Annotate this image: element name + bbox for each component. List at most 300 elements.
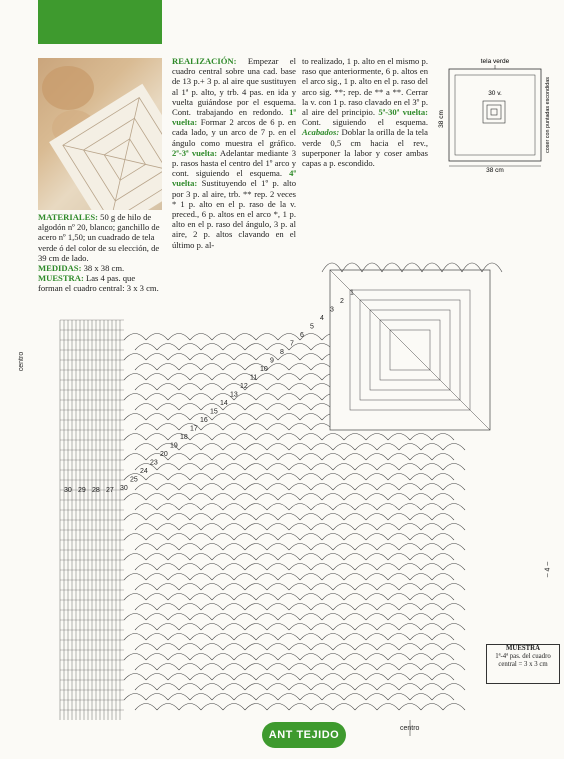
chain-arc — [146, 594, 168, 601]
chain-arc — [201, 524, 223, 531]
chain-arc — [366, 634, 388, 641]
chain-arc — [212, 674, 234, 681]
chain-arc — [289, 444, 311, 451]
chain-arc — [146, 434, 168, 441]
chain-arc — [322, 614, 344, 621]
chain-arc — [146, 514, 168, 521]
chain-arc — [157, 424, 179, 431]
chain-arc — [443, 544, 465, 551]
chain-arc — [366, 574, 388, 581]
chain-arc — [179, 644, 201, 651]
chain-arc — [256, 634, 278, 641]
chain-arc — [234, 494, 256, 501]
chain-arc — [289, 684, 311, 691]
chain-arc — [377, 664, 399, 671]
chain-arc — [201, 584, 223, 591]
muestra-box-line1: 1ª-4ª pas. del cuadro — [495, 653, 551, 660]
chain-arc — [245, 344, 267, 351]
chain-arc — [146, 374, 168, 381]
chain-arc — [421, 604, 443, 611]
chain-arc — [146, 394, 168, 401]
chain-arc — [168, 654, 190, 661]
chain-arc — [322, 514, 344, 521]
chain-arc — [355, 564, 377, 571]
chain-arc — [256, 514, 278, 521]
chain-arc — [421, 504, 443, 511]
chain-arc — [146, 674, 168, 681]
chain-arc — [300, 674, 322, 681]
chain-arc — [399, 564, 421, 571]
chain-arc — [157, 404, 179, 411]
chain-arc — [333, 544, 355, 551]
chain-arc — [234, 434, 256, 441]
chain-arc — [234, 674, 256, 681]
chain-arc — [421, 464, 443, 471]
chain-arc — [135, 364, 157, 371]
chain-arc — [432, 474, 454, 481]
chain-arc — [410, 594, 432, 601]
chain-arc — [223, 704, 245, 711]
chain-arc — [234, 614, 256, 621]
chain-arc — [179, 524, 201, 531]
chain-arc — [179, 664, 201, 671]
chain-arc — [399, 484, 421, 491]
chain-arc — [377, 684, 399, 691]
chain-arc — [399, 444, 421, 451]
chain-arc — [179, 344, 201, 351]
chain-arc — [179, 364, 201, 371]
chain-arc — [377, 544, 399, 551]
chain-arc — [190, 694, 212, 701]
chain-arc — [333, 684, 355, 691]
chain-arc — [377, 504, 399, 511]
chain-arc — [135, 624, 157, 631]
chain-arc — [355, 624, 377, 631]
round-number: 14 — [220, 400, 228, 407]
chain-arc — [267, 684, 289, 691]
chain-arc — [201, 664, 223, 671]
chain-arc — [388, 494, 410, 501]
chain-arc — [410, 574, 432, 581]
chain-arc — [245, 644, 267, 651]
chain-arc — [278, 694, 300, 701]
chain-arc — [377, 644, 399, 651]
chain-arc — [355, 544, 377, 551]
chain-arc — [311, 704, 333, 711]
chain-arc — [267, 624, 289, 631]
chain-arc — [201, 644, 223, 651]
chain-arc — [300, 594, 322, 601]
chain-arc — [289, 664, 311, 671]
chain-arc — [377, 444, 399, 451]
chain-arc — [157, 524, 179, 531]
chain-arc — [311, 644, 333, 651]
vuelta-4-text: Sustituyendo el 1º p. alto por 3 p. al aire, trb. ** rep. 2 veces * 1 p. alto en el p. raso de la v. preced., 6 p. altos en el arco *, 1 p. alto en el p. raso del ángulo, 3 p. al aire, 2 p. altos clavando en el último p. al- — [172, 178, 296, 250]
round-number: 11 — [250, 374, 258, 382]
chain-arc — [157, 464, 179, 471]
chain-arc — [377, 484, 399, 491]
chain-arc — [388, 434, 410, 441]
chain-arc — [190, 494, 212, 501]
chain-arc — [146, 574, 168, 581]
chain-arc — [124, 694, 146, 701]
chain-arc — [124, 334, 146, 341]
round-number: 15 — [210, 408, 218, 416]
chain-arc — [421, 524, 443, 531]
chain-arc — [300, 454, 322, 461]
chain-arc — [366, 614, 388, 621]
chain-arc — [311, 684, 333, 691]
chain-arc — [190, 634, 212, 641]
chain-arc — [443, 524, 465, 531]
chain-arc — [322, 454, 344, 461]
chain-arc — [333, 444, 355, 451]
medidas-text: 38 x 38 cm. — [81, 263, 125, 274]
chain-arc — [388, 554, 410, 561]
chain-arc — [201, 464, 223, 471]
chain-arc — [124, 534, 146, 541]
chain-arc — [333, 664, 355, 671]
round-number: 5 — [310, 323, 314, 331]
chain-arc — [135, 424, 157, 431]
chain-arc — [168, 454, 190, 461]
chain-arc — [377, 704, 399, 711]
chain-arc — [311, 624, 333, 631]
chain-arc — [245, 544, 267, 551]
chain-arc — [344, 694, 366, 701]
chain-arc — [201, 684, 223, 691]
vuelta-5-30-text: Cont. siguiendo el esquema. — [302, 117, 428, 128]
chain-arc — [234, 354, 256, 361]
chain-arc — [289, 464, 311, 471]
chain-arc — [168, 534, 190, 541]
chain-arc — [190, 674, 212, 681]
chain-arc — [135, 544, 157, 551]
chain-arc — [256, 674, 278, 681]
chain-arc — [245, 684, 267, 691]
chain-arc — [234, 454, 256, 461]
chain-arc — [124, 394, 146, 401]
chain-arc — [355, 444, 377, 451]
chain-arc — [355, 464, 377, 471]
chain-arc — [201, 704, 223, 711]
fabric-right-label: coser con puntadas escondidas — [545, 77, 551, 153]
chain-arc — [410, 654, 432, 661]
chain-arc — [179, 704, 201, 711]
chain-arc — [355, 584, 377, 591]
chain-arc — [146, 614, 168, 621]
chain-arc — [190, 394, 212, 401]
chain-arc — [399, 704, 421, 711]
chain-arc — [289, 404, 311, 411]
chain-arc — [322, 434, 344, 441]
chain-arc — [300, 614, 322, 621]
chain-arc — [135, 644, 157, 651]
chain-arc — [278, 434, 300, 441]
chain-arc — [234, 594, 256, 601]
chain-arc — [344, 534, 366, 541]
chain-arc — [168, 514, 190, 521]
chain-arc — [432, 494, 454, 501]
chain-arc — [179, 404, 201, 411]
chain-arc — [322, 674, 344, 681]
chain-arc — [212, 374, 234, 381]
chain-arc — [278, 534, 300, 541]
chain-arc — [322, 494, 344, 501]
chain-arc — [212, 694, 234, 701]
chain-arc — [234, 334, 256, 341]
vuelta-1-text: Formar 2 arcos de 6 p. en cada lado, y un arco de 7 p. en el ángulo como muestra el gráfico. — [172, 117, 296, 148]
chain-arc — [289, 584, 311, 591]
chain-arc — [157, 544, 179, 551]
chain-arc — [190, 374, 212, 381]
chain-arc — [223, 564, 245, 571]
chain-arc — [201, 604, 223, 611]
chain-arc — [267, 544, 289, 551]
chain-arc — [256, 614, 278, 621]
chain-arc — [443, 664, 465, 671]
chain-arc — [432, 534, 454, 541]
round-number: 6 — [300, 332, 304, 339]
chain-arc — [135, 344, 157, 351]
chain-arc — [135, 664, 157, 671]
round-number: 1 — [350, 289, 354, 297]
instructions-column-2 — [302, 56, 428, 168]
chain-arc — [322, 594, 344, 601]
chain-arc — [124, 614, 146, 621]
chain-arc — [344, 454, 366, 461]
chain-arc — [168, 374, 190, 381]
chain-arc — [256, 474, 278, 481]
chain-arc — [245, 404, 267, 411]
chain-arc — [443, 564, 465, 571]
chain-arc — [135, 524, 157, 531]
chain-arc — [157, 704, 179, 711]
chain-arc — [344, 514, 366, 521]
chain-arc — [399, 584, 421, 591]
chain-arc — [124, 454, 146, 461]
chain-arc — [157, 584, 179, 591]
chain-arc — [355, 664, 377, 671]
chain-arc — [168, 674, 190, 681]
chain-arc — [388, 694, 410, 701]
chain-arc — [234, 554, 256, 561]
chain-arc — [179, 584, 201, 591]
centro-left-label: centro — [18, 351, 26, 372]
chain-arc — [432, 614, 454, 621]
chain-arc — [201, 364, 223, 371]
chain-arc — [399, 664, 421, 671]
chain-arc — [421, 624, 443, 631]
chain-arc — [355, 484, 377, 491]
chain-arc — [245, 524, 267, 531]
chain-arc — [333, 564, 355, 571]
chain-arc — [432, 454, 454, 461]
chain-arc — [157, 684, 179, 691]
chain-arc — [300, 654, 322, 661]
chain-arc — [388, 574, 410, 581]
chain-arc — [267, 504, 289, 511]
chain-arc — [333, 704, 355, 711]
chain-arc — [135, 504, 157, 511]
chain-arc — [179, 504, 201, 511]
chain-arc — [300, 394, 322, 401]
chain-arc — [245, 664, 267, 671]
chain-arc — [267, 524, 289, 531]
chain-arc — [168, 694, 190, 701]
chain-arc — [355, 504, 377, 511]
chain-arc — [179, 624, 201, 631]
chain-arc — [267, 564, 289, 571]
chain-arc — [146, 634, 168, 641]
chain-arc — [124, 354, 146, 361]
chain-arc — [201, 384, 223, 391]
chain-arc — [300, 694, 322, 701]
chain-arc — [124, 494, 146, 501]
chain-arc — [124, 594, 146, 601]
chain-arc — [311, 504, 333, 511]
chain-arc — [223, 624, 245, 631]
chain-arc — [201, 424, 223, 431]
chain-arc — [212, 514, 234, 521]
chain-arc — [333, 644, 355, 651]
chain-arc — [432, 674, 454, 681]
chain-arc — [212, 434, 234, 441]
chain-arc — [443, 704, 465, 711]
chain-arc — [256, 414, 278, 421]
chain-arc — [278, 634, 300, 641]
chain-arc — [157, 344, 179, 351]
chain-arc — [212, 534, 234, 541]
margin-mark: – 4 – — [544, 561, 552, 578]
chain-arc — [421, 644, 443, 651]
muestra-box-line2: central = 3 x 3 cm — [498, 661, 548, 668]
chain-arc — [212, 614, 234, 621]
chain-arc — [311, 564, 333, 571]
chain-arc — [245, 444, 267, 451]
chain-arc — [311, 584, 333, 591]
chain-arc — [311, 484, 333, 491]
chain-arc — [190, 334, 212, 341]
chain-arc — [432, 434, 454, 441]
chain-arc — [245, 464, 267, 471]
chain-arc — [190, 454, 212, 461]
chain-arc — [432, 594, 454, 601]
chain-arc — [333, 464, 355, 471]
chain-arc — [256, 454, 278, 461]
chain-arc — [157, 364, 179, 371]
chain-arc — [300, 354, 322, 361]
round-number: 20 — [160, 451, 168, 458]
chain-arc — [256, 354, 278, 361]
chain-arc — [421, 584, 443, 591]
chain-arc — [168, 494, 190, 501]
chain-arc — [124, 414, 146, 421]
chain-arc — [168, 354, 190, 361]
chain-arc — [421, 444, 443, 451]
chain-arc — [212, 654, 234, 661]
chain-arc — [179, 544, 201, 551]
chain-arc — [388, 674, 410, 681]
round-number: 18 — [180, 434, 188, 441]
chain-arc — [366, 514, 388, 521]
round-number: 2 — [340, 298, 344, 305]
chain-arc — [278, 674, 300, 681]
chain-arc — [344, 674, 366, 681]
chain-arc — [256, 574, 278, 581]
chain-arc — [333, 484, 355, 491]
chain-arc — [201, 564, 223, 571]
chain-arc — [245, 384, 267, 391]
chain-arc — [223, 484, 245, 491]
chain-arc — [234, 534, 256, 541]
chain-arc — [289, 424, 311, 431]
chain-arc — [432, 634, 454, 641]
chain-arc — [190, 554, 212, 561]
chain-arc — [366, 654, 388, 661]
chain-arc — [146, 354, 168, 361]
chain-arc — [278, 474, 300, 481]
chain-arc — [344, 474, 366, 481]
chain-arc — [135, 584, 157, 591]
chain-arc — [410, 614, 432, 621]
round-number: 17 — [190, 425, 198, 433]
chain-arc — [300, 494, 322, 501]
chain-arc — [344, 614, 366, 621]
vuelta-2-3-label: 2ª-3ª vuelta: — [172, 147, 218, 158]
acabados-label: Acabados: — [302, 127, 340, 138]
chain-arc — [201, 544, 223, 551]
round-number: 19 — [170, 442, 178, 450]
chain-arc — [399, 604, 421, 611]
chain-arc — [157, 624, 179, 631]
chain-arc — [333, 604, 355, 611]
vuelta-4-label: 4ª vuelta: — [172, 168, 296, 189]
chain-arc — [157, 484, 179, 491]
chain-arc — [278, 414, 300, 421]
chain-arc — [190, 594, 212, 601]
chain-arc — [388, 654, 410, 661]
chain-arc — [223, 644, 245, 651]
chain-arc — [190, 574, 212, 581]
chain-arc — [388, 594, 410, 601]
chain-arc — [168, 334, 190, 341]
chain-arc — [234, 654, 256, 661]
chain-arc — [190, 534, 212, 541]
round-number: 8 — [280, 349, 284, 356]
chain-arc — [146, 414, 168, 421]
chain-arc — [443, 624, 465, 631]
chain-arc — [377, 624, 399, 631]
medidas-label: MEDIDAS: — [38, 263, 82, 274]
chain-arc — [223, 524, 245, 531]
chain-arc — [256, 494, 278, 501]
chain-arc — [168, 554, 190, 561]
chain-arc — [278, 574, 300, 581]
fabric-bottom-label: 38 cm — [486, 167, 504, 174]
chain-arc — [223, 364, 245, 371]
round-number: 10 — [260, 366, 268, 373]
chain-arc — [267, 664, 289, 671]
chain-arc — [410, 454, 432, 461]
chain-arc — [124, 374, 146, 381]
chain-arc — [157, 604, 179, 611]
chain-arc — [179, 444, 201, 451]
chain-arc — [333, 624, 355, 631]
chain-arc — [256, 654, 278, 661]
chain-arc — [190, 354, 212, 361]
chain-arc — [256, 394, 278, 401]
